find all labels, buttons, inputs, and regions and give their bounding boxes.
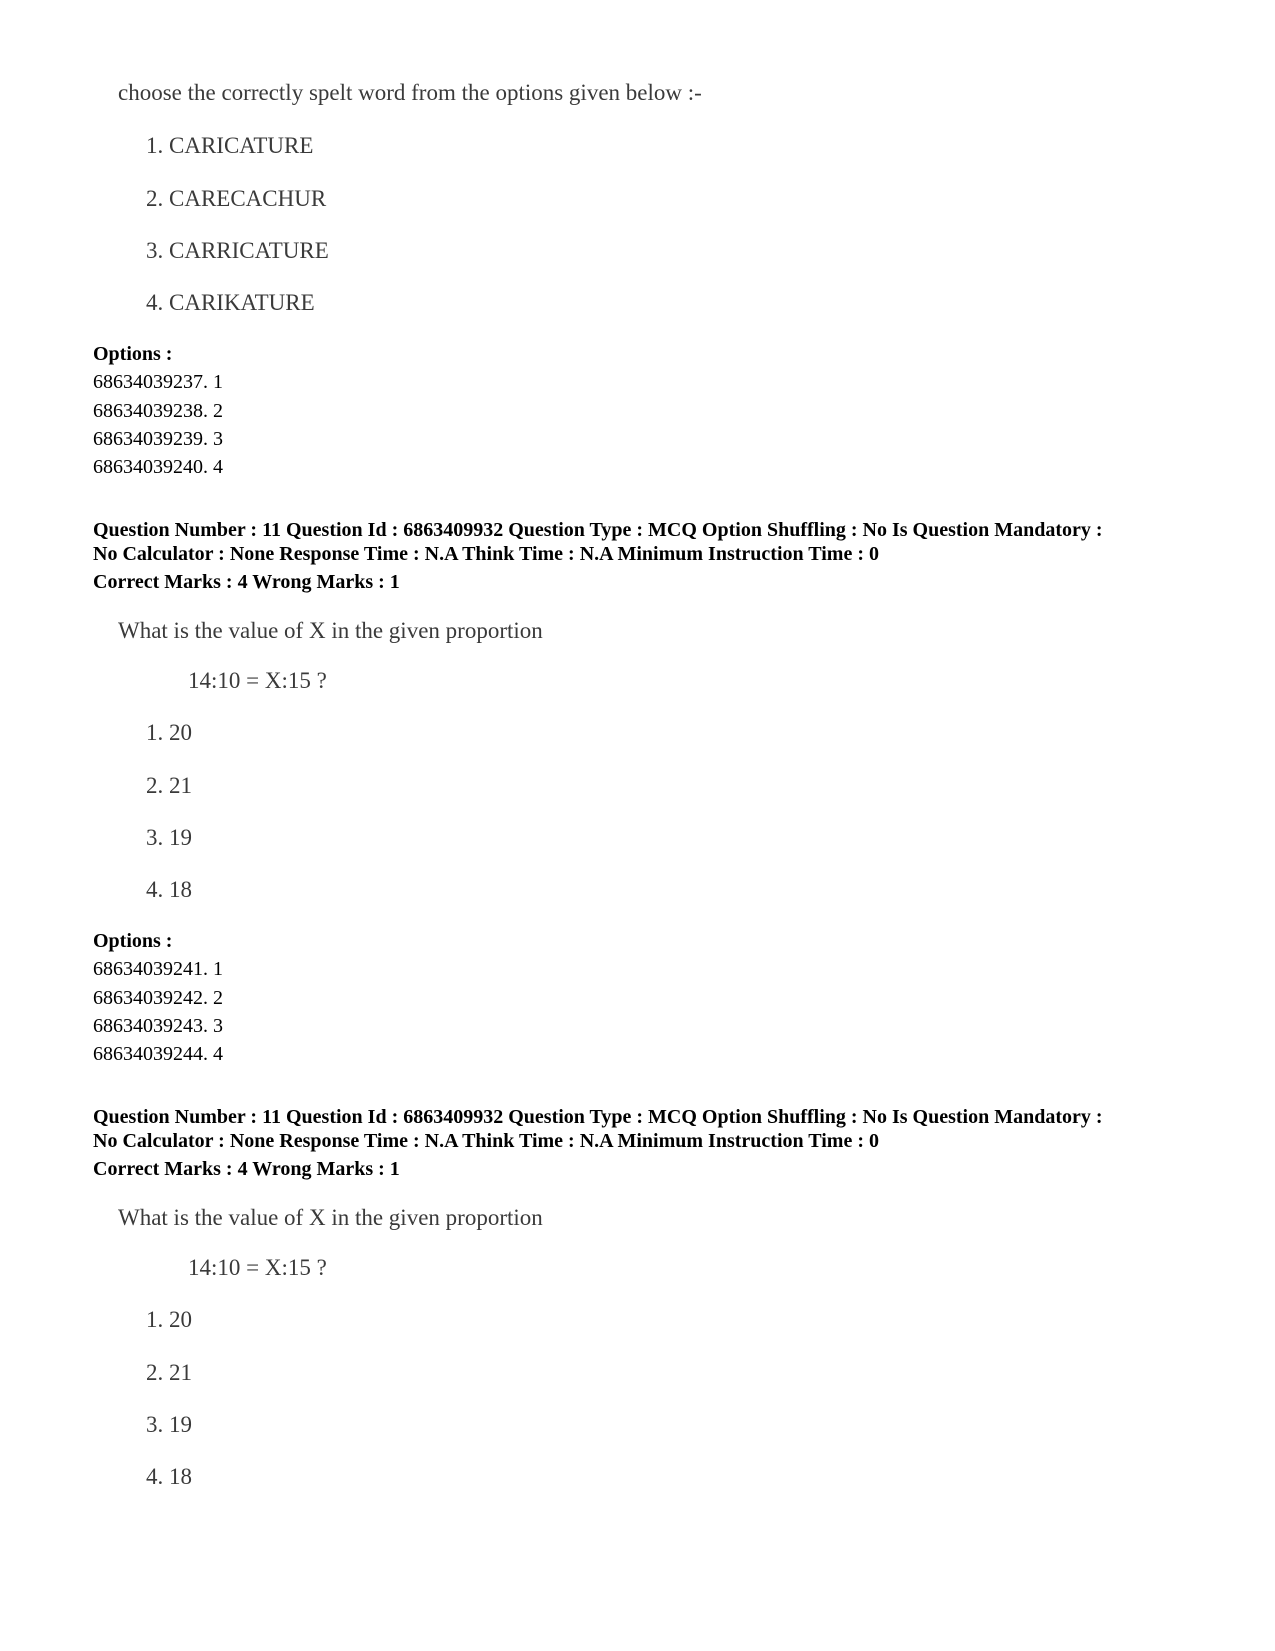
- question-prompt: choose the correctly spelt word from the options given below :-: [118, 80, 702, 105]
- choice-2: 2. 21: [146, 773, 192, 798]
- choice-1: 1. 20: [146, 720, 192, 745]
- options-label: Options :: [93, 930, 173, 952]
- choice-4: 4. CARIKATURE: [146, 290, 315, 315]
- question-meta-line-1: Question Number : 11 Question Id : 6863409932 Question Type : MCQ Option Shuffling : No Is Question Mandatory :: [93, 519, 1103, 541]
- choice-2: 2. CARECACHUR: [146, 186, 327, 211]
- option-id-3: 68634039239. 3: [93, 428, 223, 450]
- question-prompt: What is the value of X in the given proportion: [118, 618, 543, 643]
- option-id-4: 68634039244. 4: [93, 1043, 223, 1065]
- marks-line: Correct Marks : 4 Wrong Marks : 1: [93, 571, 400, 593]
- choice-3: 3. CARRICATURE: [146, 238, 329, 263]
- option-id-1: 68634039241. 1: [93, 958, 223, 980]
- option-id-2: 68634039238. 2: [93, 400, 223, 422]
- choice-2: 2. 21: [146, 1360, 192, 1385]
- choice-3: 3. 19: [146, 825, 192, 850]
- choice-3: 3. 19: [146, 1412, 192, 1437]
- option-id-3: 68634039243. 3: [93, 1015, 223, 1037]
- marks-line: Correct Marks : 4 Wrong Marks : 1: [93, 1158, 400, 1180]
- question-meta-line-2: No Calculator : None Response Time : N.A Think Time : N.A Minimum Instruction Time : 0: [93, 1130, 879, 1152]
- choice-1: 1. CARICATURE: [146, 133, 314, 158]
- question-prompt: What is the value of X in the given proportion: [118, 1205, 543, 1230]
- options-label: Options :: [93, 343, 173, 365]
- question-meta-line-2: No Calculator : None Response Time : N.A Think Time : N.A Minimum Instruction Time : 0: [93, 543, 879, 565]
- option-id-1: 68634039237. 1: [93, 371, 223, 393]
- question-meta-line-1: Question Number : 11 Question Id : 6863409932 Question Type : MCQ Option Shuffling : No Is Question Mandatory :: [93, 1106, 1103, 1128]
- option-id-2: 68634039242. 2: [93, 987, 223, 1009]
- proportion-equation: 14:10 = X:15 ?: [188, 1255, 327, 1280]
- choice-4: 4. 18: [146, 1464, 192, 1489]
- choice-1: 1. 20: [146, 1307, 192, 1332]
- option-id-4: 68634039240. 4: [93, 456, 223, 478]
- choice-4: 4. 18: [146, 877, 192, 902]
- proportion-equation: 14:10 = X:15 ?: [188, 668, 327, 693]
